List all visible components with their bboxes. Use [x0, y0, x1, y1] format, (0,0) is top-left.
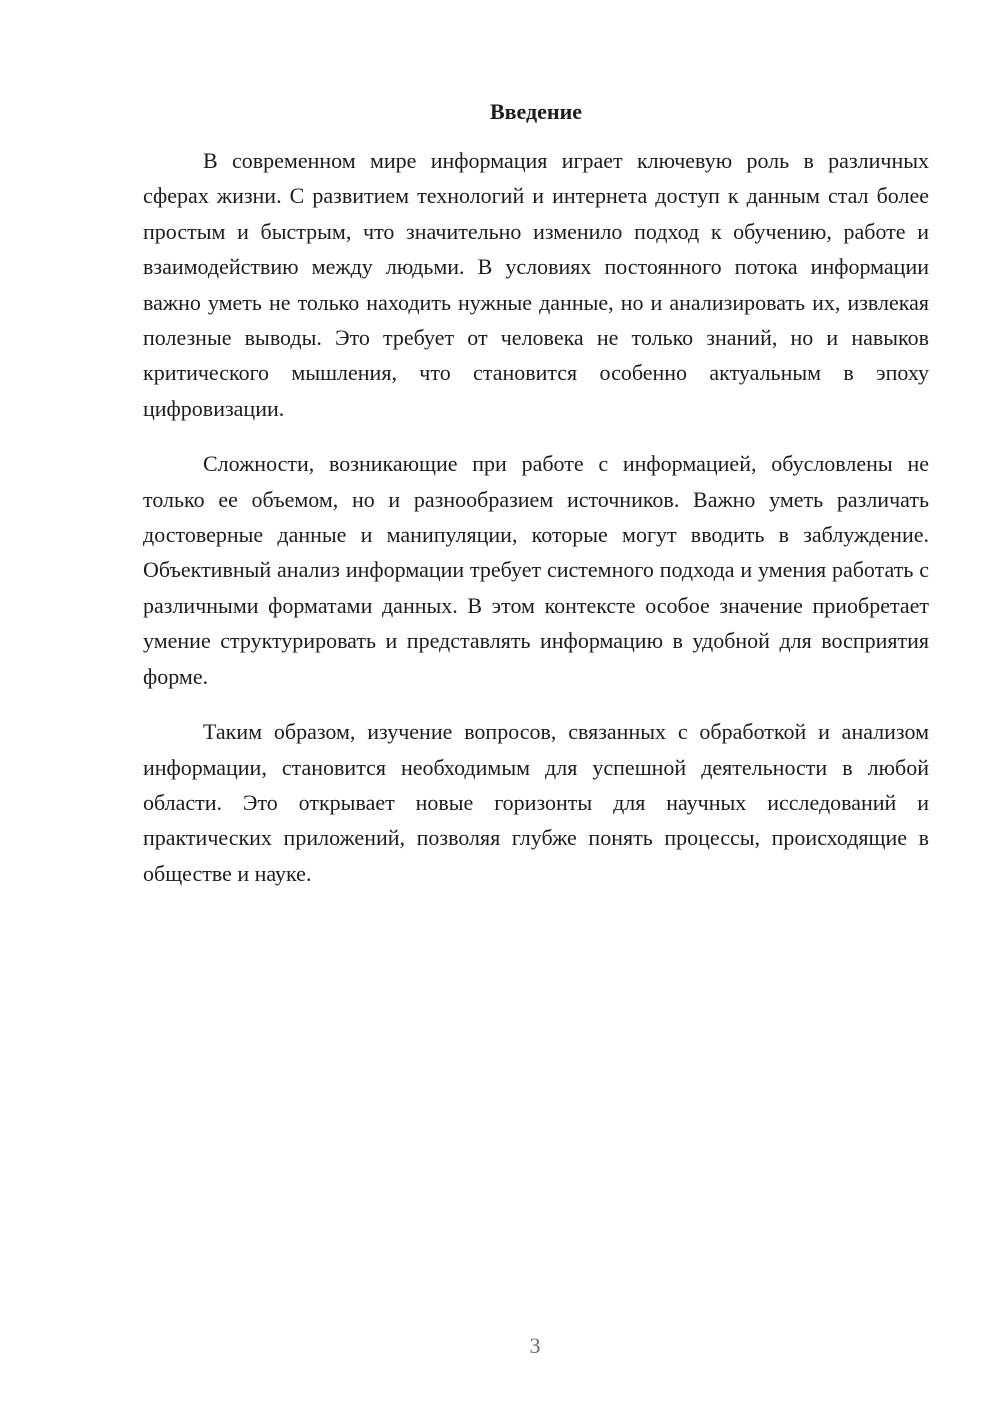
paragraph-2: Сложности, возникающие при работе с информацией, обусловлены не только ее объемом, но и разнообразием источников. Важно уметь различать достоверные данные и манипуляции, которые могут вводить в заблуждение. Объективный анализ информации требует системного подхода и умения работать с различными форматами данных. В этом контексте особое значение приобретает умение структурировать и представлять информацию в удобной для восприятия форме.	[143, 451, 929, 689]
section-heading-text: Введение	[489, 99, 583, 124]
body-text	[143, 143, 929, 891]
paragraph-3: Таким образом, изучение вопросов, связанных с обработкой и анализом информации, становится необходимым для успешной деятельности в любой области. Это открывает новые горизонты для научных исследований и практических приложений, позволяя глубже понять процессы, происходящие в обществе и науке.	[143, 719, 929, 886]
paragraph-1: В современном мире информация играет ключевую роль в различных сферах жизни. С развитием технологий и интернета доступ к данным стал более простым и быстрым, что значительно изменило подход к обучению, работе и взаимодействию между людьми. В условиях постоянного потока информации важно уметь не только находить нужные данные, но и анализировать их, извлекая полезные выводы. Это требует от человека не только знаний, но и навыков критического мышления, что становится особенно актуальным в эпоху цифровизации.	[143, 148, 929, 421]
page-number: 3	[529, 1333, 541, 1358]
section-heading	[143, 97, 929, 127]
